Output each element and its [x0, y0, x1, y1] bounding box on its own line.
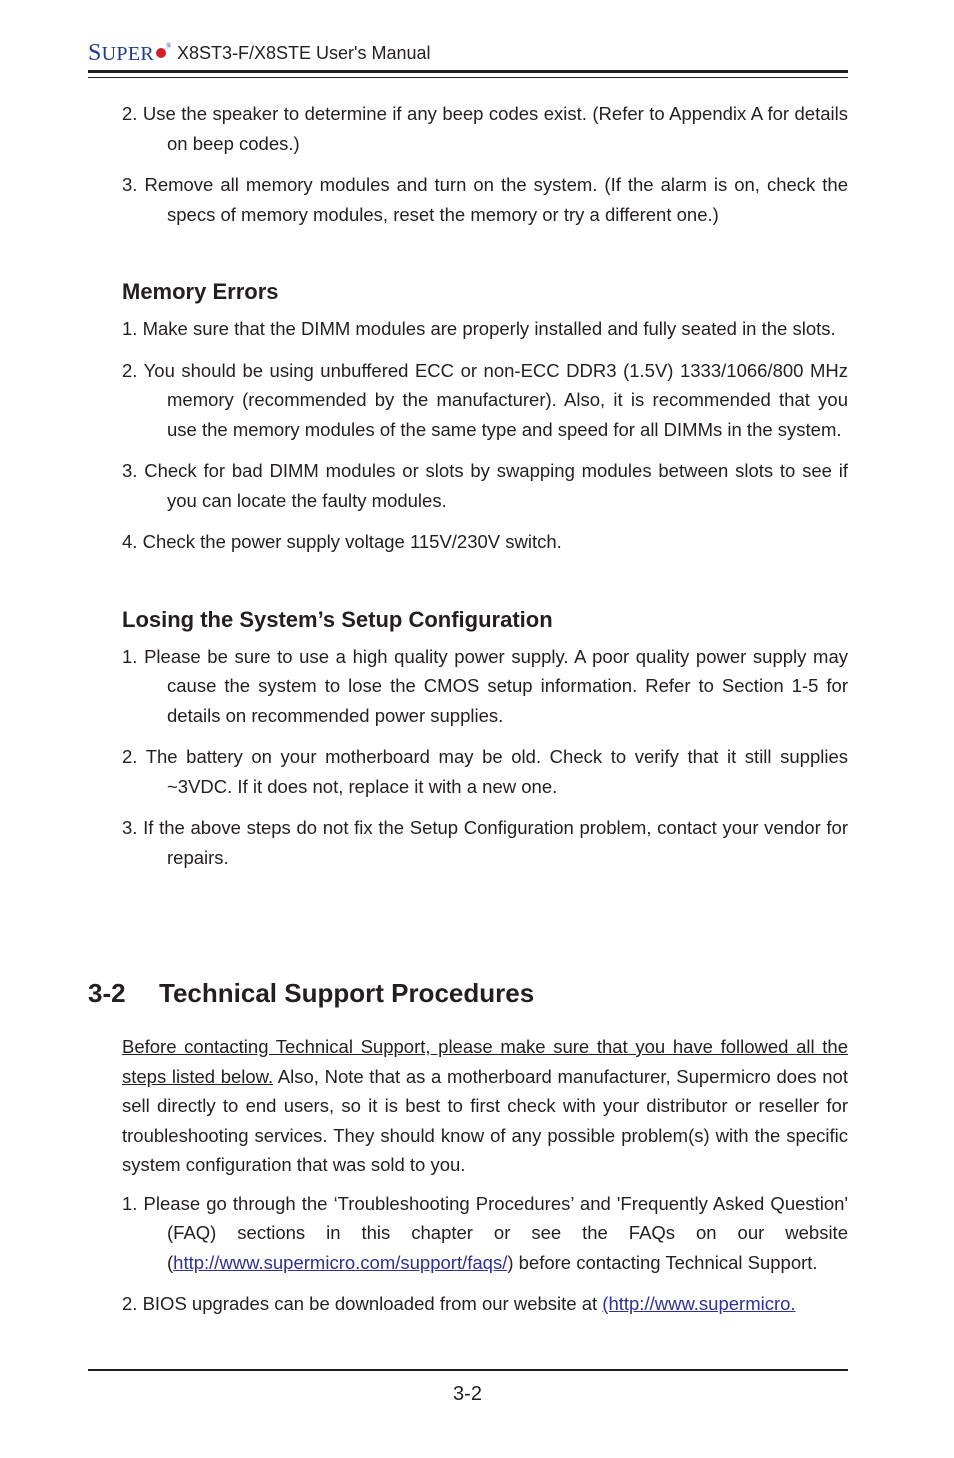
tech-support-intro: Before contacting Technical Support, please make sure that you have followed all the steps listed below. Also, Note that as a motherboard manufacturer, Supermicro does not sell directly to end users, so it is best to first check with your distributor or reseller for troubleshooting services. They should know of any possible problem(s) with the specific system configuration that was sold to you. [122, 1036, 848, 1175]
header-rule-thin [88, 77, 848, 78]
page-header [88, 38, 848, 82]
list-item: 1. Make sure that the DIMM modules are properly installed and fully seated in the slots. [122, 318, 836, 339]
list-item: 3. Check for bad DIMM modules or slots by swapping modules between slots to see if you can locate the faulty modules. [122, 460, 848, 511]
bios-download-link[interactable]: (http://www.supermicro. [602, 1293, 796, 1314]
logo-dot-icon [156, 48, 166, 58]
intro-list [122, 99, 848, 229]
memory-errors-list [122, 314, 848, 557]
list-item: 1. Please be sure to use a high quality power supply. A poor quality power supply may cause the system to lose the CMOS setup information. Refer to Section 1-5 for details on recommended power supplies. [122, 645, 848, 726]
list-item: 3. Remove all memory modules and turn on the system. (If the alarm is on, check the specs of memory modules, reset the memory or try a different one.) [122, 174, 848, 225]
section-heading-tech-support: 3-2 Technical Support Procedures [88, 978, 535, 1008]
list-item: 2. You should be using unbuffered ECC or non-ECC DDR3 (1.5V) 1333/1066/800 MHz memory (recommended by the manufacturer). Also, it is recommended that you use the memory modules of the same type and speed for all DIMMs in the system. [122, 359, 848, 440]
list-item: 1. Please go through the ‘Troubleshooting Procedures’ and 'Frequently Asked Question' (FAQ) sections in this chapter or see the FAQs on our website (http://www.supermicro.com/support/faqs/) before contacting Technical Support. [122, 1192, 849, 1273]
header-rule-thick [88, 70, 848, 73]
setup-config-heading: Losing the System’s Setup Configuration [122, 606, 553, 632]
footer-rule [88, 1369, 848, 1371]
list-item: 2. BIOS upgrades can be downloaded from our website at (http://www.supermicro. [122, 1293, 796, 1314]
list-item: 4. Check the power supply voltage 115V/230V switch. [122, 531, 562, 552]
list-item: 2. The battery on your motherboard may be old. Check to verify that it still supplies ~3VDC. If it does not, replace it with a new one. [122, 746, 848, 797]
memory-errors-heading: Memory Errors [122, 279, 279, 304]
setup-config-list [122, 642, 848, 873]
page-number: 3-2 [453, 1383, 482, 1405]
faq-link[interactable]: http://www.supermicro.com/support/faqs/ [173, 1251, 508, 1273]
supermicro-logo: SUPER ® [88, 40, 172, 66]
list-item: 3. If the above steps do not fix the Setup Configuration problem, contact your vendor for repairs. [122, 817, 848, 868]
list-item: 2. Use the speaker to determine if any beep codes exist. (Refer to Appendix A for details on beep codes.) [122, 103, 848, 154]
page-content [122, 99, 848, 884]
tech-support-content [122, 1032, 848, 1319]
manual-title: X8ST3-F/X8STE User's Manual [177, 43, 431, 63]
